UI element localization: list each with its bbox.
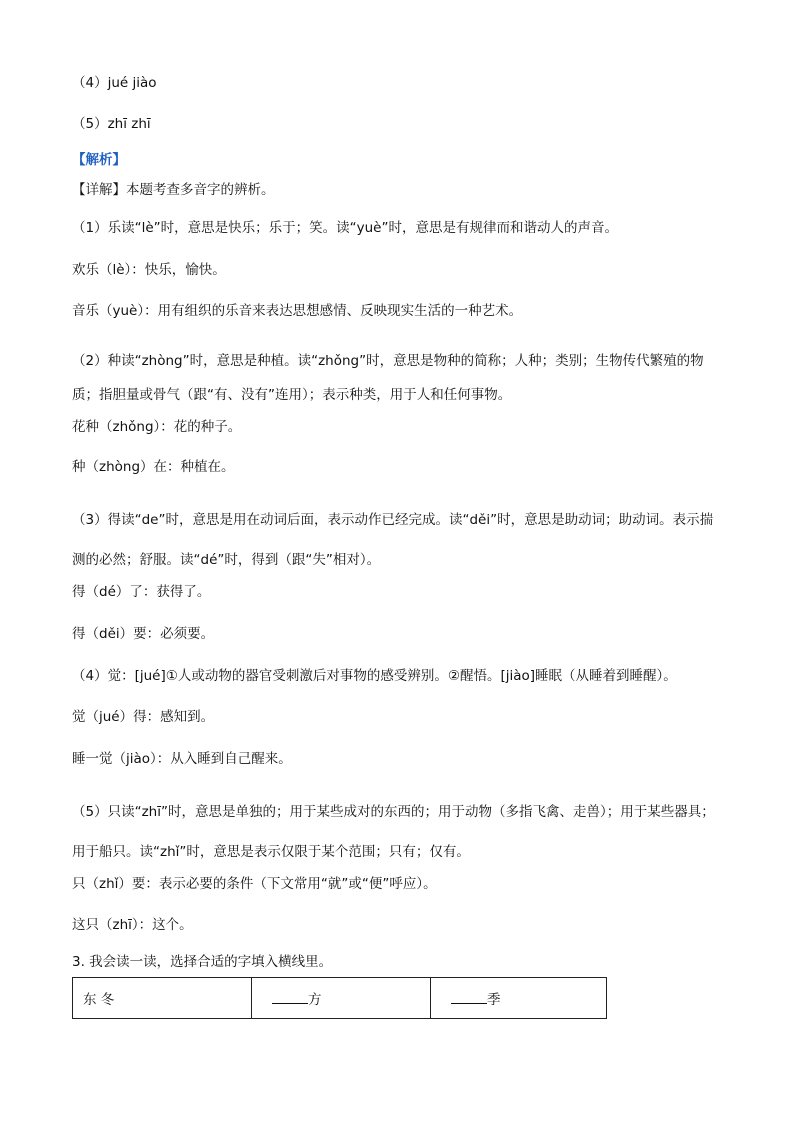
answer-4: （4）jué jiào [72, 75, 157, 91]
item-1-example-b: 音乐（yuè）：用有组织的乐音来表达思想感情、反映现实生活的一种艺术。 [72, 303, 523, 319]
answer-5: （5）zhī zhī [72, 116, 151, 132]
detail-intro: 【详解】本题考查多音字的辨析。 [72, 182, 275, 198]
item-5-explanation: （5）只读“zhī”时，意思是单独的；用于某些成对的东西的；用于动物（多指飞禽、走兽）；用于某些器具；用于船只。读“zhǐ”时，意思是表示仅限于某个范围；只有；仅有。 [72, 804, 715, 860]
item-4-example-a: 觉（jué）得：感知到。 [72, 709, 215, 725]
item-3-explanation: （3）得读“de”时，意思是用在动词后面，表示动作已经完成。读“děi”时，意思是助动词；助动词。表示揣测的必然；舒服。读“dé”时，得到（跟“失”相对）。 [72, 512, 714, 568]
item-3-example-a: 得（dé）了：获得了。 [72, 584, 211, 600]
fill-blank-2[interactable] [451, 989, 487, 1004]
item-2-explanation: （2）种读“zhòng”时，意思是种植。读“zhǒng”时，意思是物种的简称；人种；类别；生物传代繁殖的物质；指胆量或骨气（跟“有、没有”连用）；表示种类，用于人和任何事物。 [72, 353, 704, 403]
item-2-example-b: 种（zhòng）在：种植在。 [72, 459, 235, 475]
item-5-example-b: 这只（zhī）：这个。 [72, 917, 193, 933]
item-4-example-b: 睡一觉（jiào）：从入睡到自己醒来。 [72, 751, 292, 767]
question-3-prompt: 3. 我会读一读，选择合适的字填入横线里。 [72, 954, 333, 970]
item-5-example-a: 只（zhǐ）要：表示必要的条件（下文常用“就”或“便”呼应）。 [72, 876, 437, 892]
fill-blank-1[interactable] [272, 989, 308, 1004]
item-1-explanation: （1）乐读“lè”时，意思是快乐；乐于；笑。读“yuè”时，意思是有规律而和谐动人的声音。 [72, 220, 618, 236]
table-cell-blank-ji [431, 978, 607, 1019]
question-3-table [72, 977, 607, 1019]
table-cell-blank-fang [252, 978, 431, 1019]
analysis-heading: 【解析】 [72, 152, 126, 168]
item-3-example-b: 得（děi）要：必须要。 [72, 626, 215, 642]
blank-2-suffix: 季 [487, 992, 501, 1008]
item-2-example-a: 花种（zhǒng）：花的种子。 [72, 419, 242, 435]
item-1-example-a: 欢乐（lè）：快乐，愉快。 [72, 262, 226, 278]
option-characters: 东 冬 [83, 992, 115, 1008]
item-4-explanation: （4）觉：[jué]①人或动物的器官受刺激后对事物的感受辨别。②醒悟。[jiào]睡眠（从睡着到睡醒）。 [72, 668, 677, 684]
blank-1-suffix: 方 [308, 992, 322, 1008]
table-cell-options [73, 978, 252, 1019]
